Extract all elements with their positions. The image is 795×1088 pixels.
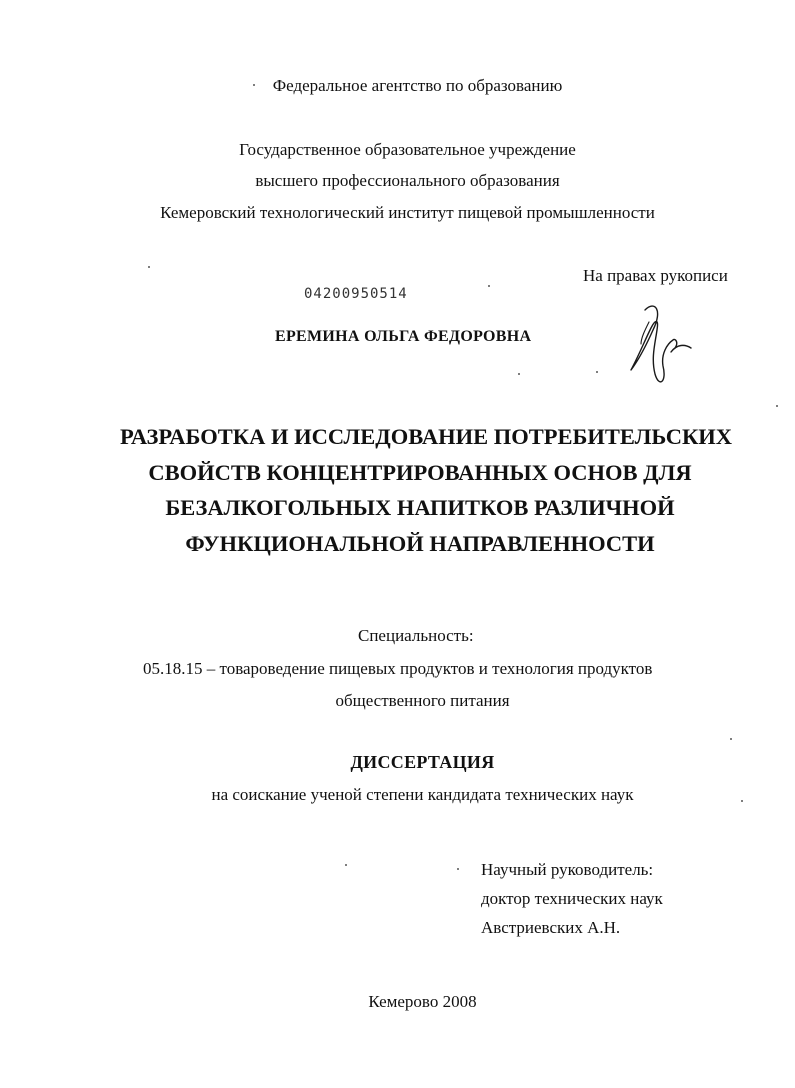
institution-line-3: Кемеровский технологический институт пищевой промышленности <box>160 203 655 222</box>
specialty-code-line-1: 05.18.15 – товароведение пищевых продуктов и технология продуктов <box>143 659 653 678</box>
handwritten-signature <box>615 300 705 395</box>
city-year: Кемерово 2008 <box>368 992 477 1011</box>
supervisor-label: Научный руководитель: <box>481 860 654 879</box>
supervisor-name: Австриевских А.Н. <box>481 918 621 937</box>
scan-speck <box>596 371 598 373</box>
thesis-title-line-1: РАЗРАБОТКА И ИССЛЕДОВАНИЕ ПОТРЕБИТЕЛЬСКИХ <box>120 424 733 449</box>
dissertation-subtitle: на соискание ученой степени кандидата технических наук <box>211 785 634 804</box>
document-number: 04200950514 <box>304 286 408 302</box>
scan-speck <box>776 405 778 407</box>
thesis-title-line-3: БЕЗАЛКОГОЛЬНЫХ НАПИТКОВ РАЗЛИЧНОЙ <box>165 495 675 520</box>
thesis-title-line-4: ФУНКЦИОНАЛЬНОЙ НАПРАВЛЕННОСТИ <box>185 531 655 556</box>
specialty-label: Специальность: <box>358 626 474 645</box>
scan-speck <box>253 84 255 86</box>
dissertation-heading: ДИССЕРТАЦИЯ <box>350 752 495 772</box>
rights-note: На правах рукописи <box>583 266 728 285</box>
institution-line-1: Государственное образовательное учреждение <box>239 140 576 159</box>
scan-speck <box>457 868 459 870</box>
author-name: ЕРЕМИНА ОЛЬГА ФЕДОРОВНА <box>275 328 532 345</box>
scan-speck <box>488 285 490 287</box>
specialty-code-line-2: общественного питания <box>335 691 510 710</box>
agency-name: Федеральное агентство по образованию <box>272 76 563 95</box>
institution-line-2: высшего профессионального образования <box>255 171 560 190</box>
scan-speck <box>730 738 732 740</box>
scan-speck <box>148 266 150 268</box>
supervisor-degree: доктор технических наук <box>481 889 663 908</box>
scan-speck <box>741 800 743 802</box>
scan-speck <box>518 373 520 375</box>
thesis-title-line-2: СВОЙСТВ КОНЦЕНТРИРОВАННЫХ ОСНОВ ДЛЯ <box>148 460 692 485</box>
scan-speck <box>345 864 347 866</box>
